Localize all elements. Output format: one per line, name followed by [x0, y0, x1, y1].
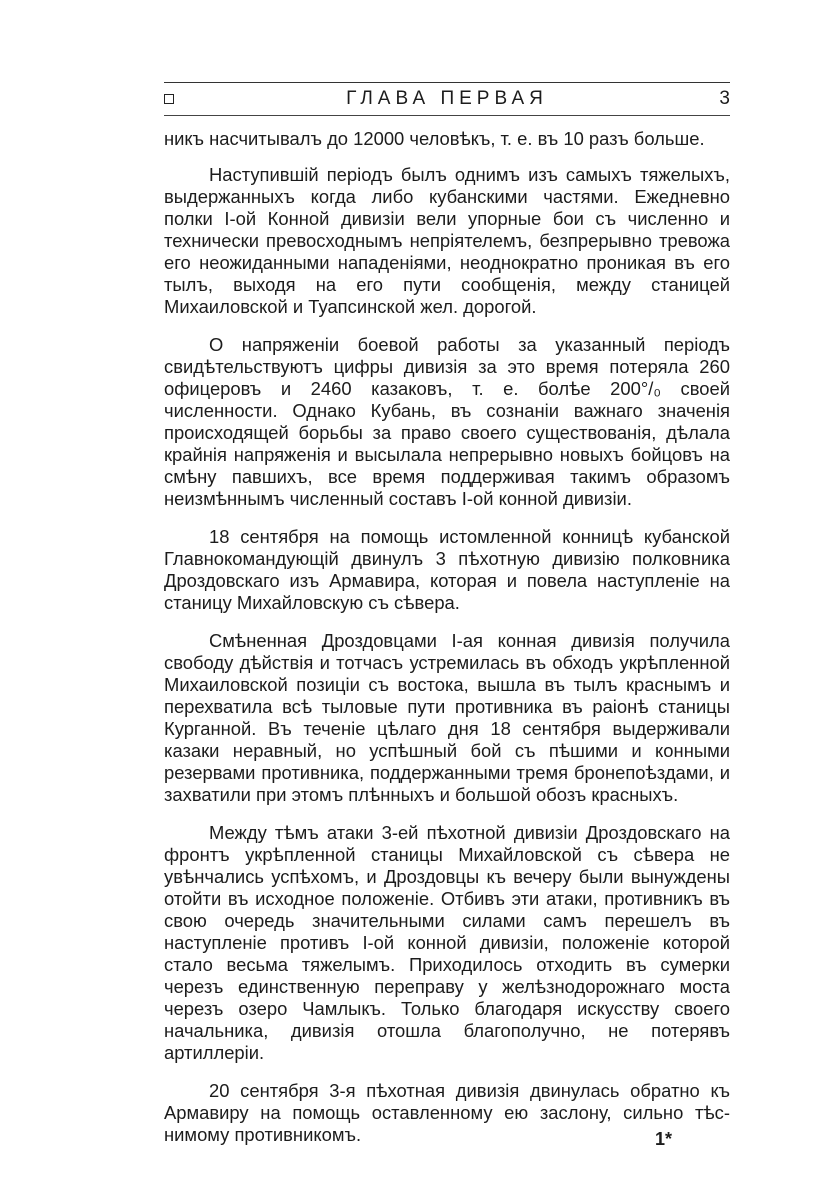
- header-rule-bottom: [164, 115, 730, 116]
- header-rule-top: [164, 82, 730, 83]
- paragraph: Наступившій періодъ былъ однимъ изъ самыхъ тяжелыхъ, выдержанныхъ когда либо кубанскими частями. Ежедневно полки I-ой Конной дивизіи вели упорные бои съ численно и технически превосходнымъ непріятелемъ, безпрерывно тревожа его неожиданными нападеніями, неоднократно проникая въ его тылъ, выходя на его пути сообщенія, между станицей Михаиловской и Туапсинской жел. дорогой.: [164, 164, 730, 317]
- paragraph: О напряженіи боевой работы за указанный періодъ свидѣтельствуютъ цифры дивизія за это время потеряла 260 офицеровъ и 2460 казаковъ, т. е. болѣе 200°/₀ своей численности. Однако Кубань, въ сознаніи важнаго значенія происходящей борьбы за право своего существованія, дѣлала крайнія напряженія и высылала непрерывно новыхъ бойцовъ на смѣну павшихъ, все время поддерживая такимъ образомъ неизмѣннымъ численный составъ I-ой конной дивизіи.: [164, 334, 730, 509]
- paragraph: никъ насчитывалъ до 12000 человѣкъ, т. е. въ 10 разъ больше.: [164, 128, 705, 149]
- paragraph: Смѣненная Дроздовцами I-ая конная дивизія получила свободу дѣйствія и тотчасъ устремилась въ обходъ укрѣпленной Михаиловской позиціи съ востока, вышла въ тылъ краснымъ и перехватила всѣ тыловые пути противника въ раіонѣ станицы Курганной. Въ теченіе цѣлаго дня 18 сентября выдерживали казаки неравный, но успѣшный бой съ пѣшими и конными резервами противника, поддержанными тремя бронепоѣздами, и захватили при этомъ плѣнныхъ и большой обозъ красныхъ.: [164, 630, 730, 805]
- page-number: 3: [719, 88, 730, 109]
- body-text: [164, 128, 730, 1146]
- running-header: [164, 86, 730, 114]
- paragraph: 20 сентября 3-я пѣхотная дивизія двинулась обратно къ Армавиру на помощь оставленному ею заслону, сильно тѣснимому противникомъ.: [164, 1080, 730, 1145]
- paragraph: 18 сентября на помощь истомленной конницѣ кубанской Главнокомандующій двинулъ 3 пѣхотную дивизію полковника Дроздовскаго изъ Армавира, которая и повела наступленіе на станицу Михайловскую съ сѣвера.: [164, 526, 730, 613]
- paragraph: Между тѣмъ атаки 3-ей пѣхотной дивизіи Дроздовскаго на фронтъ укрѣпленной станицы Михайловской съ сѣвера не увѣнчались успѣхомъ, и Дроздовцы къ вечеру были вынуждены отойти въ исходное положеніе. Отбивъ эти атаки, противникъ въ свою очередь значительными силами самъ перешелъ въ наступленіе противъ I-ой конной дивизіи, положеніе которой стало весьма тяжелымъ. Приходилось отходить въ сумерки черезъ единственную переправу у желѣзнодорожнаго моста черезъ озеро Чамлыкъ. Только благодаря искусству своего начальника, дивизія отошла благополучно, не потерявъ артиллеріи.: [164, 822, 730, 1063]
- chapter-title: ГЛАВА ПЕРВАЯ: [346, 88, 548, 109]
- signature-mark: 1*: [655, 1129, 673, 1149]
